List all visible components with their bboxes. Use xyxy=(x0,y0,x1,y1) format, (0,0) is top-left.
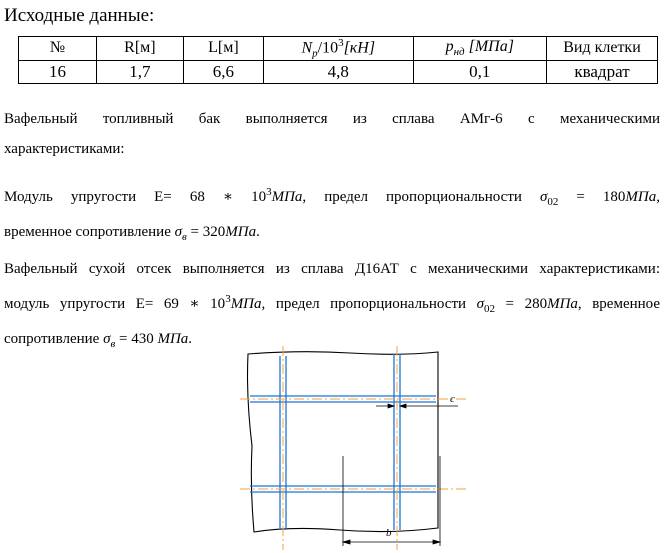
header-cell-type: Вид клетки xyxy=(546,37,657,61)
header-np: $N_р/10^3[кН]$ xyxy=(263,37,413,61)
dimension-b xyxy=(343,456,440,546)
header-r: R[м] xyxy=(96,37,183,61)
cell-r: 1,7 xyxy=(96,60,183,83)
cell-cell-type: квадрат xyxy=(546,60,657,83)
cell-num: 16 xyxy=(19,60,97,83)
paragraph-dry-line3: сопротивление $\sigma_в = 430$ МПа. xyxy=(4,331,193,350)
paragraph-dry-line2: модуль упругости Е= 69 ∗ $10^3МПа$, предел пропорциональности $\sigma_{02} = 280МПа$, временное xyxy=(4,293,660,315)
table-row xyxy=(19,60,658,83)
paragraph-tank-line2: характеристиками: xyxy=(4,141,125,157)
label-c: c xyxy=(450,393,455,405)
source-data-table xyxy=(18,36,658,84)
header-l: L[м] xyxy=(183,37,263,61)
paragraph-dry-section xyxy=(4,254,660,359)
dimension-c xyxy=(376,404,458,408)
paragraph-tank-props xyxy=(4,177,660,252)
paragraph-tank-props-line1: Модуль упругости Е= 68 ∗ $10^3МПа$, предел пропорциональности $\sigma_{02} = 180МПа$, xyxy=(4,186,660,208)
waffle-cell-drawing xyxy=(240,346,466,550)
source-data-heading: Исходные данные: xyxy=(4,5,155,26)
paragraph-tank-line1: Вафельный топливный бак выполняется из сплава АМг-6 с механическими xyxy=(4,111,660,127)
header-num: № xyxy=(19,37,97,61)
cell-np: 4,8 xyxy=(263,60,413,83)
paragraph-tank xyxy=(4,104,660,164)
axis-lines xyxy=(240,346,466,550)
paragraph-tank-props-line2: временное сопротивление $\sigma_в = 320МПа$. xyxy=(4,224,260,243)
table-header-row xyxy=(19,37,658,61)
paragraph-dry-line1: Вафельный сухой отсек выполняется из сплава Д16АТ с механическими характеристиками: xyxy=(4,261,660,277)
header-pnd: $p_{нд}$ [МПа] xyxy=(413,37,546,61)
label-b: b xyxy=(386,527,392,539)
cell-l: 6,6 xyxy=(183,60,263,83)
cell-pnd: 0,1 xyxy=(413,60,546,83)
